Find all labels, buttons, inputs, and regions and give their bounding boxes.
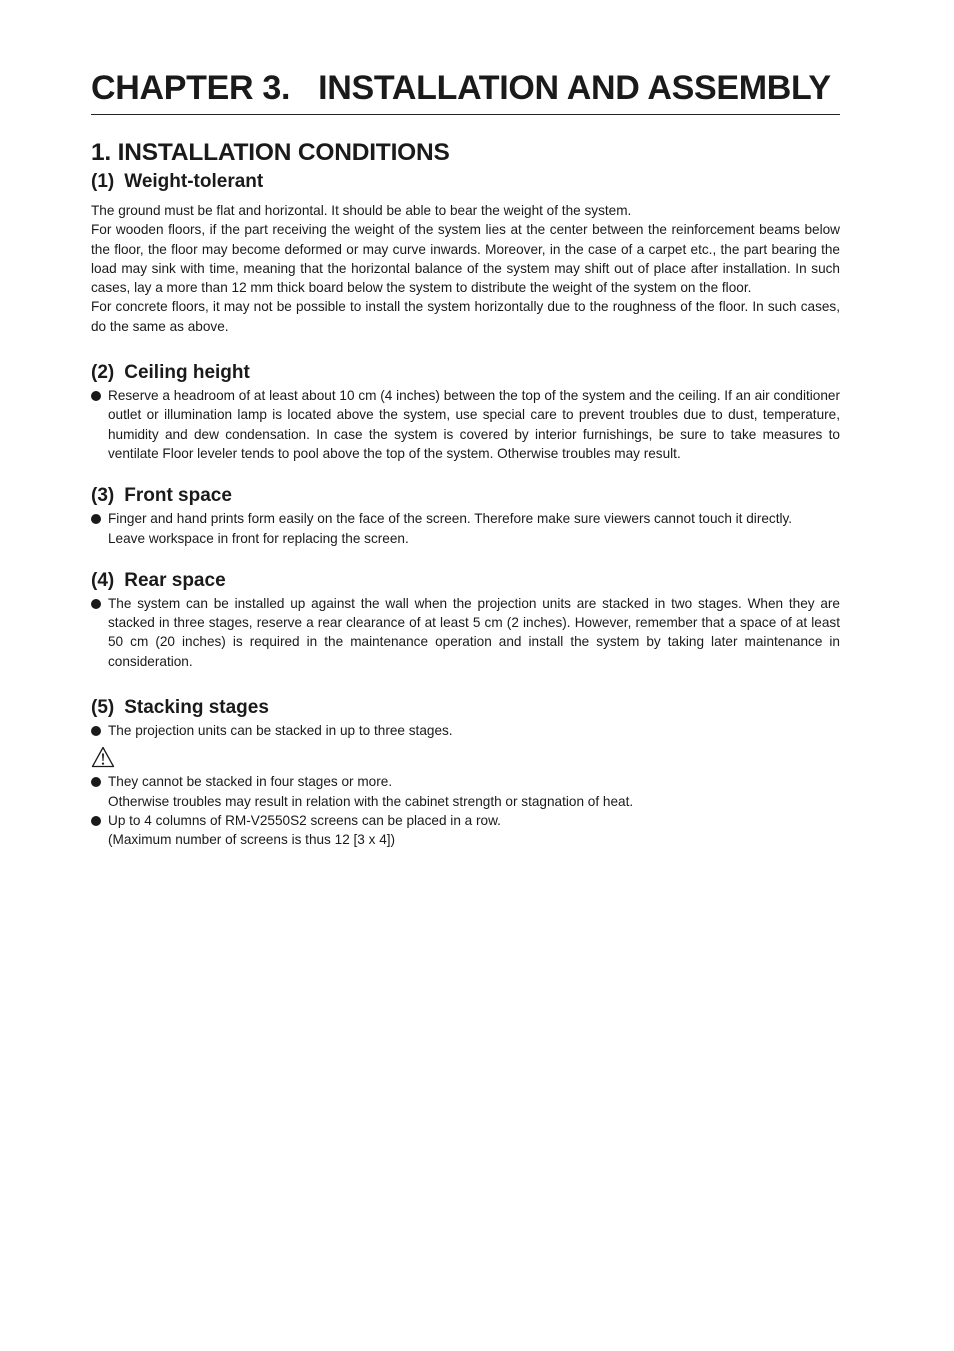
chapter-heading (91, 66, 840, 115)
bullet-continuation: (Maximum number of screens is thus 12 [3 x 4]) (108, 832, 396, 848)
warning-triangle-icon (91, 746, 840, 772)
chapter-title: INSTALLATION AND ASSEMBLY (318, 69, 831, 107)
rear-space-block (91, 568, 840, 671)
section-title: 1. INSTALLATION CONDITIONS (91, 139, 450, 166)
bullet-text: Finger and hand prints form easily on the face of the screen. Therefore make sure viewers cannot touch it directly. (108, 511, 793, 527)
subsection-number: (2) (91, 362, 115, 384)
subsection-heading-weight (91, 169, 840, 195)
bullet-item (91, 594, 840, 671)
bullet-text: Up to 4 columns of RM-V2550S2 screens can be placed in a row. (108, 812, 501, 828)
bullet-icon (91, 726, 101, 736)
subsection-title: Ceiling height (124, 362, 250, 384)
subsection-number: (1) (91, 171, 115, 192)
subsection-title: Weight-tolerant (124, 171, 264, 192)
subsection-heading-ceiling (91, 360, 840, 386)
bullet-text: They cannot be stacked in four stages or more. (108, 774, 393, 790)
bullet-item (91, 509, 840, 528)
bullet-continuation: Leave workspace in front for replacing the screen. (108, 530, 409, 546)
bullet-icon (91, 391, 101, 401)
weight-paragraph-3: For concrete floors, it may not be possible to install the system horizontally due to the roughness of the floor. In such cases, do the same as above. (91, 299, 840, 334)
bullet-item (91, 721, 840, 740)
ceiling-height-block (91, 360, 840, 463)
front-space-block (91, 483, 840, 548)
subsection-number: (3) (91, 485, 115, 507)
subsection-number: (4) (91, 569, 115, 591)
bullet-icon (91, 816, 101, 826)
bullet-continuation: Otherwise troubles may result in relation with the cabinet strength or stagnation of heat. (108, 793, 634, 809)
weight-paragraph-2: For wooden floors, if the part receiving the weight of the system lies at the center between the reinforcement beams below the floor, the floor may become deformed or may curve inwards. Moreover, in the case of a carpet etc., the part bearing the load may sink with time, meaning that the horizontal balance of the system may shift out of place after installation. In such cases, lay a more than 12 mm thick board below the system to distribute the weight of the system on the floor. (91, 222, 840, 296)
bullet-icon (91, 514, 101, 524)
weight-tolerant-block (91, 169, 840, 336)
stacking-stages-block (91, 695, 840, 849)
bullet-text: Reserve a headroom of at least about 10 cm (4 inches) between the top of the system and the ceiling. If an air conditioner outlet or illumination lamp is located above the system, use special care to prevent troubles due to dust, temperature, humidity and dew condensation. In case the system is covered by interior furnishings, be sure to take measures to ventilate Floor leveler tends to pool above the top of the system. Otherwise troubles may result. (108, 388, 840, 461)
bullet-text: The system can be installed up against the wall when the projection units are stacked in two stages. When they are stacked in three stages, reserve a rear clearance of at least 5 cm (2 inches). However, remember that a space of at least 50 cm (20 inches) is required in the maintenance operation and install the system by taking later maintenance in consideration. (108, 595, 840, 669)
subsection-title: Rear space (124, 569, 226, 591)
bullet-text: The projection units can be stacked in up to three stages. (108, 723, 453, 739)
chapter-number: CHAPTER 3. (91, 69, 291, 107)
bullet-item (91, 772, 840, 791)
manual-page (91, 66, 840, 850)
bullet-item (91, 811, 840, 830)
bullet-item (91, 386, 840, 463)
weight-paragraph-1: The ground must be flat and horizontal. It should be able to bear the weight of the system. (91, 203, 632, 218)
subsection-number: (5) (91, 697, 115, 719)
subsection-heading-front (91, 483, 840, 509)
bullet-icon (91, 777, 101, 787)
subsection-title: Front space (124, 485, 232, 507)
subsection-heading-stacking (91, 695, 840, 721)
bullet-icon (91, 599, 101, 609)
subsection-title: Stacking stages (124, 697, 269, 719)
subsection-heading-rear (91, 568, 840, 594)
